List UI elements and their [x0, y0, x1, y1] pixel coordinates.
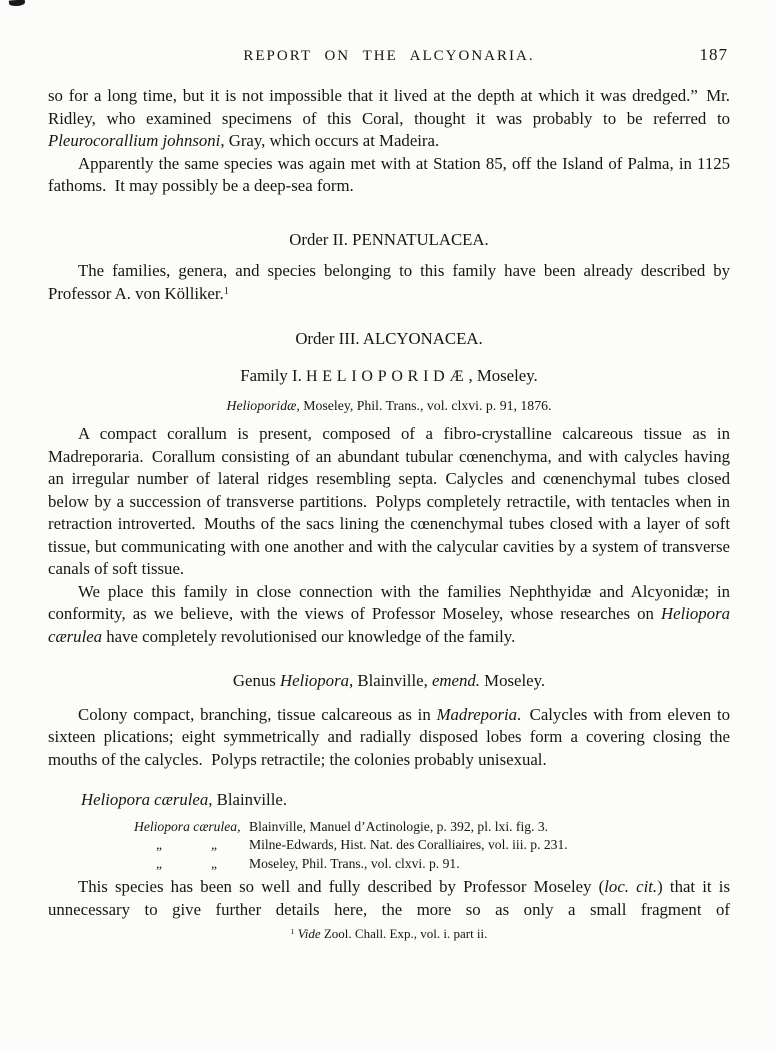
ditto-mark: „: [156, 837, 163, 852]
running-header: [48, 45, 730, 65]
text-column: [48, 45, 730, 943]
ditto-mark: „: [210, 837, 217, 852]
synonymy-row: [134, 836, 730, 855]
synonymy-reference: Blainville, Manuel d’Actinologie, p. 392, pl. lxi. fig. 3.: [249, 818, 549, 834]
synonymy-row: [134, 818, 730, 837]
synonymy-species-name: Heliopora cærulea,: [134, 818, 241, 834]
running-title: REPORT ON THE ALCYONARIA.: [243, 48, 535, 64]
citation-helioporidae: Helioporidæ, Moseley, Phil. Trans., vol. clxvi. p. 91, 1876.: [226, 398, 552, 413]
paragraph-family-diagnosis: A compact corallum is present, composed of a fibro-crystalline calcareous tissue as in Madreporaria. Corallum consisting of an abundant tubular cœnenchyma, and with calycles having an irregular number of lateral ridges resembling septa. Calycles and cœnenchymal tubes closed below by a succession of transverse partitions. Polyps completely retractile, with tentacles when in retraction introverted. Mouths of the sacs lining the cœnenchymal tubes closed with a layer of soft tissue, but communicating with one another and with the calycular cavities by a system of transverse canals of soft tissue.: [48, 424, 730, 578]
heading-order-3-alcyonacea: Order III. ALCYONACEA.: [295, 329, 483, 348]
paragraph-genus-diagnosis: Colony compact, branching, tissue calcareous as in Madreporia. Calycles with from eleven to sixteen plications; eight symmetrically and radially disposed lobes form a covering closing the mouths of the calycles. Polyps retractile; the colonies probably unisexual.: [48, 704, 730, 769]
scan-smudge-artifact: [9, 0, 25, 7]
synonymy-list: [134, 818, 730, 874]
page-number: 187: [699, 45, 728, 64]
heading-genus-heliopora: Genus Heliopora, Blainville, emend. Moseley.: [232, 671, 546, 690]
ditto-mark: „: [210, 855, 217, 871]
synonymy-ditto-cell: [134, 836, 249, 855]
footnote-vide-zool-chall: $^1$ Vide Zool. Chall. Exp., vol. i. part ii.: [290, 926, 488, 941]
heading-species-heliopora-caerulea: Heliopora cærulea, Blainville.: [81, 790, 288, 809]
heading-family-1-helioporidae: Family I. HELIOPORIDÆ, Moseley.: [240, 365, 538, 385]
synonymy-reference: Milne-Edwards, Hist. Nat. des Coralliaires, vol. iii. p. 231.: [249, 837, 568, 852]
paragraph-family-affinities: We place this family in close connection with the families Nephthyidæ and Alcyonidæ; in conformity, as we believe, with the views of Professor Moseley, whose researches on Heliopora cærulea have completely revolutionised our knowledge of the family.: [48, 581, 730, 646]
paragraph-pennatulacea-families: The families, genera, and species belonging to this family have been already described by Professor A. von Kölliker.$^1$: [48, 261, 730, 303]
synonymy-reference: Moseley, Phil. Trans., vol. clxvi. p. 91.: [249, 855, 460, 871]
paragraph-coral-dredged: so for a long time, but it is not impossible that it lived at the depth at which it was dredged.” Mr. Ridley, who examined specimens of this Coral, thought it was probably to be referred to Pleurocorallium johnsoni, Gray, which occurs at Madeira.: [48, 86, 730, 150]
ditto-mark: „: [156, 855, 163, 871]
synonymy-ditto-cell: [134, 855, 249, 874]
paragraph-station-85: Apparently the same species was again met with at Station 85, off the Island of Palma, in 1125 fathoms. It may possibly be a deep-sea form.: [48, 153, 730, 195]
heading-order-2-pennatulacea: Order II. PENNATULACEA.: [289, 229, 489, 249]
paragraph-species-description: This species has been so well and fully described by Professor Moseley (loc. cit.) that it is unnecessary to give further details here, the more so as only a small fragment of: [48, 877, 730, 919]
synonymy-row: [134, 855, 730, 874]
